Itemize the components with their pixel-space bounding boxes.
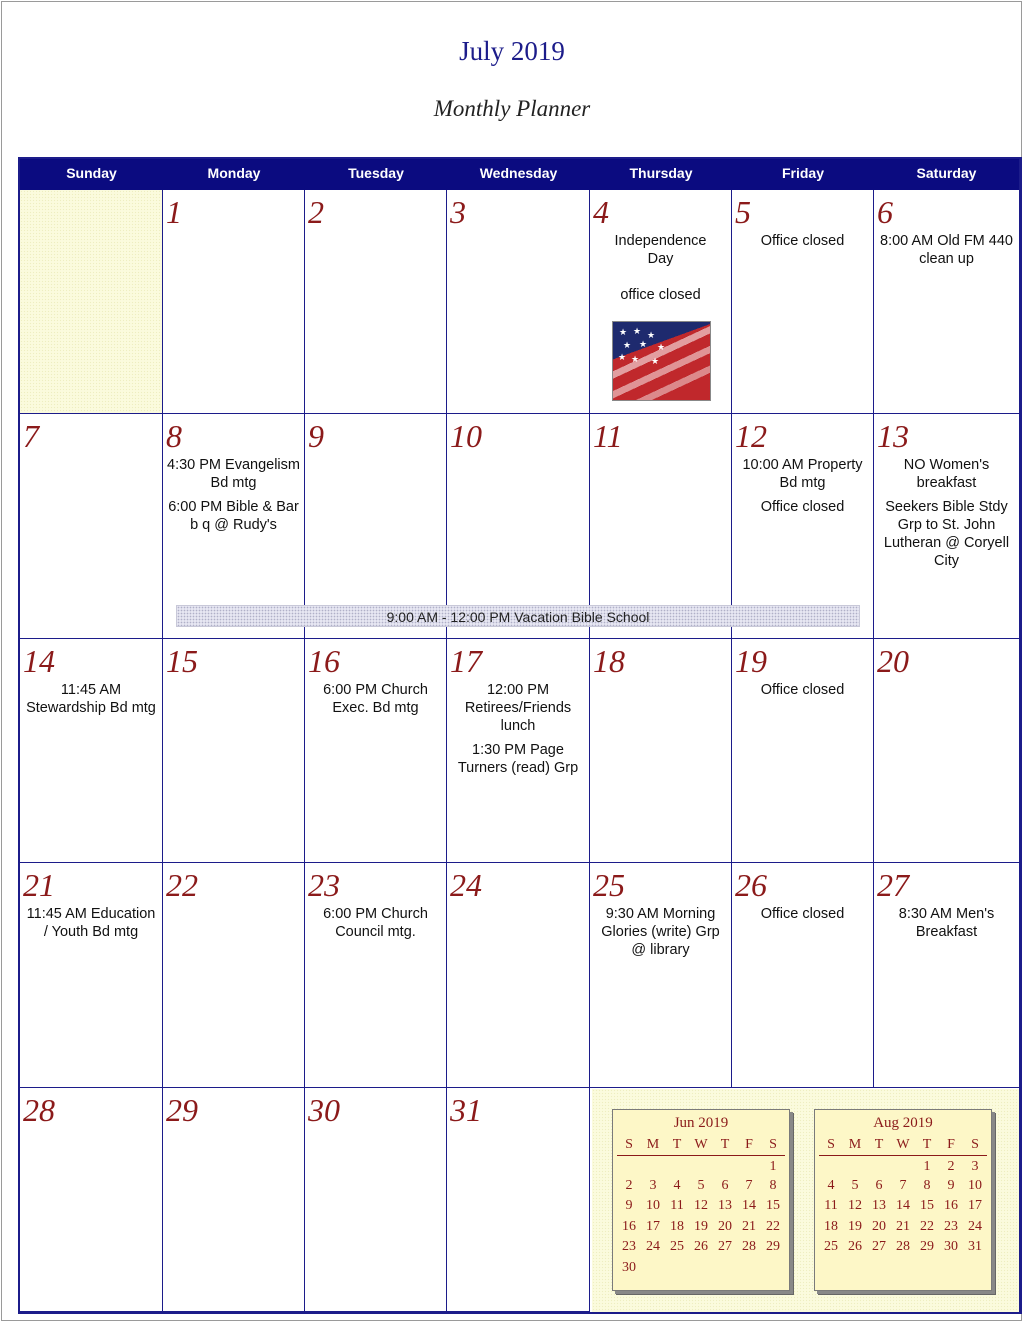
mini-day xyxy=(713,1155,737,1176)
day-cell-6[interactable] xyxy=(874,190,1019,414)
day-number: 9 xyxy=(308,418,324,454)
mini-day[interactable]: 5 xyxy=(851,1177,859,1193)
star-icon: ★ xyxy=(619,327,628,337)
american-flag-image xyxy=(612,321,711,401)
event-list xyxy=(736,456,869,522)
weekday-friday: Friday xyxy=(781,165,824,181)
mini-day[interactable]: 18 xyxy=(670,1218,684,1234)
day-cell-15[interactable] xyxy=(163,639,305,863)
day-cell-31[interactable] xyxy=(447,1088,590,1312)
mini-weekday-header: W xyxy=(891,1135,915,1155)
mini-day[interactable]: 27 xyxy=(718,1239,732,1255)
star-icon: ★ xyxy=(657,342,666,352)
day-number: 12 xyxy=(735,418,767,454)
mini-day[interactable]: 21 xyxy=(896,1218,910,1234)
mini-day[interactable]: 8 xyxy=(769,1177,777,1193)
mini-weekday-header: M xyxy=(641,1135,665,1155)
day-cell-1[interactable] xyxy=(163,190,305,414)
day-cell-19[interactable] xyxy=(732,639,874,863)
calendar-event[interactable]: 8:30 AM Men's Breakfast xyxy=(898,906,995,940)
day-cell-22[interactable] xyxy=(163,863,305,1088)
mini-calendars-area xyxy=(592,1089,1019,1312)
mini-calendar-title: Aug 2019 xyxy=(873,1115,933,1131)
mini-day[interactable]: 10 xyxy=(968,1177,982,1193)
calendar-grid xyxy=(18,157,1022,1314)
day-cell-16[interactable] xyxy=(305,639,447,863)
calendar-event[interactable]: 4:30 PM Evangelism Bd mtg xyxy=(167,457,300,491)
day-cell-4[interactable] xyxy=(590,190,732,414)
mini-day[interactable]: 30 xyxy=(944,1239,958,1255)
mini-day[interactable]: 14 xyxy=(742,1198,756,1214)
day-number: 11 xyxy=(593,418,623,454)
weekday-thursday: Thursday xyxy=(629,165,693,181)
mini-weekday-header: W xyxy=(689,1135,713,1155)
mini-weekday-header: S xyxy=(617,1135,641,1155)
mini-day[interactable]: 9 xyxy=(625,1198,633,1214)
mini-day xyxy=(737,1155,761,1176)
day-cell-3[interactable] xyxy=(447,190,590,414)
day-number: 6 xyxy=(877,194,893,230)
mini-day xyxy=(713,1258,737,1279)
mini-day[interactable]: 8 xyxy=(923,1177,931,1193)
mini-day[interactable]: 23 xyxy=(622,1239,636,1255)
star-icon: ★ xyxy=(651,356,660,366)
mini-calendar-jun-2019 xyxy=(612,1109,790,1291)
event-list xyxy=(451,681,585,783)
mini-weekday-header: F xyxy=(737,1135,761,1155)
star-icon: ★ xyxy=(647,330,656,340)
day-number: 1 xyxy=(166,194,182,230)
mini-weekday-header: T xyxy=(665,1135,689,1155)
weekday-wednesday: Wednesday xyxy=(479,165,558,181)
day-cell-5[interactable] xyxy=(732,190,874,414)
calendar-event[interactable]: office closed xyxy=(620,287,701,303)
day-cell-13[interactable] xyxy=(874,414,1019,639)
mini-day[interactable]: 15 xyxy=(766,1198,780,1214)
event-list xyxy=(878,456,1015,576)
mini-day[interactable]: 1 xyxy=(769,1158,777,1174)
vacation-bible-school-event[interactable]: 9:00 AM - 12:00 PM Vacation Bible School xyxy=(176,605,860,627)
mini-weekday-header: T xyxy=(713,1135,737,1155)
day-number: 18 xyxy=(593,643,625,679)
empty-day-cell[interactable] xyxy=(20,190,163,414)
mini-day xyxy=(819,1155,843,1176)
day-cell-18[interactable] xyxy=(590,639,732,863)
star-icon: ★ xyxy=(639,339,648,349)
mini-day[interactable]: 2 xyxy=(625,1177,633,1193)
mini-calendar-aug-2019 xyxy=(814,1109,992,1291)
calendar-event[interactable]: 9:30 AM Morning Glories (write) Grp @ library xyxy=(601,906,720,958)
day-cell-17[interactable] xyxy=(447,639,590,863)
calendar-event[interactable]: Office closed xyxy=(760,906,845,922)
mini-day xyxy=(737,1258,761,1279)
mini-day[interactable]: 4 xyxy=(673,1177,681,1193)
day-number: 21 xyxy=(23,867,55,903)
event-list xyxy=(594,232,727,310)
calendar-event[interactable]: NO Women's breakfast xyxy=(903,457,990,491)
mini-day xyxy=(665,1258,689,1279)
mini-day[interactable]: 4 xyxy=(827,1177,835,1193)
mini-day[interactable]: 16 xyxy=(944,1198,958,1214)
star-icon: ★ xyxy=(618,352,627,362)
calendar-event[interactable]: Office closed xyxy=(760,682,845,698)
weekday-saturday: Saturday xyxy=(916,165,977,181)
day-number: 30 xyxy=(308,1092,340,1128)
mini-day[interactable]: 1 xyxy=(923,1158,931,1174)
mini-day[interactable]: 3 xyxy=(649,1177,657,1193)
day-number: 29 xyxy=(166,1092,198,1128)
mini-day[interactable]: 16 xyxy=(622,1218,636,1234)
mini-day[interactable]: 21 xyxy=(742,1218,756,1234)
mini-day[interactable]: 28 xyxy=(896,1239,910,1255)
mini-day xyxy=(843,1155,867,1176)
day-number: 10 xyxy=(450,418,482,454)
mini-weekday-header: S xyxy=(819,1135,843,1155)
mini-weekday-header: S xyxy=(761,1135,785,1155)
mini-day[interactable]: 6 xyxy=(721,1177,729,1193)
mini-day xyxy=(641,1155,665,1176)
mini-day[interactable]: 10 xyxy=(646,1198,660,1214)
star-icon: ★ xyxy=(623,340,632,350)
mini-day[interactable]: 11 xyxy=(824,1198,838,1214)
mini-day[interactable]: 19 xyxy=(694,1218,708,1234)
calendar-subtitle: Monthly Planner xyxy=(433,96,591,121)
star-icon: ★ xyxy=(631,354,640,364)
day-number: 5 xyxy=(735,194,751,230)
day-number: 17 xyxy=(450,643,482,679)
mini-day[interactable]: 20 xyxy=(872,1218,886,1234)
mini-day[interactable]: 17 xyxy=(968,1198,982,1214)
mini-day[interactable]: 24 xyxy=(646,1239,660,1255)
day-number: 3 xyxy=(450,194,466,230)
mini-day[interactable]: 13 xyxy=(718,1198,732,1214)
day-number: 24 xyxy=(450,867,482,903)
weekday-sunday: Sunday xyxy=(66,165,117,181)
day-cell-27[interactable] xyxy=(874,863,1019,1088)
mini-day[interactable]: 13 xyxy=(872,1198,886,1214)
day-cell-26[interactable] xyxy=(732,863,874,1088)
mini-day[interactable]: 29 xyxy=(766,1239,780,1255)
calendar-event[interactable]: 11:45 AM Education / Youth Bd mtg xyxy=(26,906,156,940)
day-cell-21[interactable] xyxy=(20,863,163,1088)
mini-day[interactable]: 24 xyxy=(968,1218,982,1234)
mini-day[interactable]: 29 xyxy=(920,1239,934,1255)
day-cell-14[interactable] xyxy=(20,639,163,863)
mini-weekday-header: F xyxy=(939,1135,963,1155)
event-list xyxy=(309,681,442,723)
event-list xyxy=(24,905,158,947)
calendar-event[interactable]: 6:00 PM Bible & Bar b q @ Rudy's xyxy=(168,499,299,533)
mini-day[interactable]: 2 xyxy=(947,1158,955,1174)
weekday-header xyxy=(20,159,1019,190)
day-cell-20[interactable] xyxy=(874,639,1019,863)
calendar-event[interactable]: Seekers Bible Stdy Grp to St. John Lutheran @ Coryell City xyxy=(883,499,1010,569)
event-list xyxy=(878,232,1015,274)
mini-day[interactable]: 25 xyxy=(824,1239,838,1255)
mini-calendar-title: Jun 2019 xyxy=(673,1115,729,1131)
day-cell-29[interactable] xyxy=(163,1088,305,1312)
weekday-monday: Monday xyxy=(207,165,261,181)
calendar-event[interactable]: 6:00 PM Church Council mtg. xyxy=(323,906,428,940)
mini-day[interactable]: 17 xyxy=(646,1218,660,1234)
mini-day xyxy=(665,1155,689,1176)
mini-day[interactable]: 3 xyxy=(971,1158,979,1174)
mini-day[interactable]: 12 xyxy=(694,1198,708,1214)
mini-day[interactable]: 26 xyxy=(694,1239,708,1255)
mini-day[interactable]: 30 xyxy=(622,1259,636,1275)
mini-day[interactable]: 28 xyxy=(742,1239,756,1255)
mini-day xyxy=(689,1258,713,1279)
day-number: 7 xyxy=(23,418,39,454)
mini-day[interactable]: 12 xyxy=(848,1198,862,1214)
day-cell-23[interactable] xyxy=(305,863,447,1088)
day-number: 2 xyxy=(308,194,324,230)
calendar-event[interactable]: Office closed xyxy=(760,499,845,515)
day-cell-30[interactable] xyxy=(305,1088,447,1312)
day-number: 23 xyxy=(308,867,340,903)
day-number: 20 xyxy=(877,643,909,679)
mini-day[interactable]: 14 xyxy=(896,1198,910,1214)
mini-day[interactable]: 23 xyxy=(944,1218,958,1234)
day-number: 16 xyxy=(308,643,340,679)
day-number: 25 xyxy=(593,867,625,903)
calendar-title: July 2019 xyxy=(459,36,565,66)
day-number: 27 xyxy=(877,867,909,903)
day-number: 4 xyxy=(593,194,609,230)
mini-day[interactable]: 31 xyxy=(968,1239,982,1255)
mini-day[interactable]: 22 xyxy=(766,1218,780,1234)
mini-day xyxy=(641,1258,665,1279)
day-number: 22 xyxy=(166,867,198,903)
mini-calendar-table xyxy=(819,1135,987,1258)
mini-day xyxy=(867,1155,891,1176)
mini-day[interactable]: 5 xyxy=(697,1177,705,1193)
day-number: 19 xyxy=(735,643,767,679)
mini-day[interactable]: 20 xyxy=(718,1218,732,1234)
weekday-tuesday: Tuesday xyxy=(348,165,404,181)
day-number: 13 xyxy=(877,418,909,454)
calendar-event[interactable]: 6:00 PM Church Exec. Bd mtg xyxy=(323,682,428,716)
day-cell-24[interactable] xyxy=(447,863,590,1088)
mini-day[interactable]: 9 xyxy=(947,1177,955,1193)
calendar-event[interactable]: 12:00 PM Retirees/Friends lunch xyxy=(464,682,572,734)
day-cell-28[interactable] xyxy=(20,1088,163,1312)
day-cell-2[interactable] xyxy=(305,190,447,414)
day-cell-7[interactable] xyxy=(20,414,163,639)
mini-day xyxy=(689,1155,713,1176)
event-list xyxy=(309,905,442,947)
day-cell-25[interactable] xyxy=(590,863,732,1088)
event-list xyxy=(736,232,869,256)
mini-day xyxy=(761,1258,785,1279)
calendar-event[interactable]: Independence Day xyxy=(614,233,707,267)
mini-day[interactable]: 7 xyxy=(745,1177,753,1193)
day-number: 14 xyxy=(23,643,55,679)
day-number: 31 xyxy=(450,1092,482,1128)
event-list xyxy=(736,905,869,929)
calendar-event[interactable]: 1:30 PM Page Turners (read) Grp xyxy=(457,742,579,776)
mini-day[interactable]: 26 xyxy=(848,1239,862,1255)
mini-day[interactable]: 27 xyxy=(872,1239,886,1255)
mini-weekday-header: T xyxy=(915,1135,939,1155)
mini-day[interactable]: 11 xyxy=(670,1198,684,1214)
event-list xyxy=(167,456,300,540)
mini-weekday-header: S xyxy=(963,1135,987,1155)
mini-day[interactable]: 18 xyxy=(824,1218,838,1234)
event-list xyxy=(878,905,1015,947)
mini-day xyxy=(617,1155,641,1176)
mini-day[interactable]: 19 xyxy=(848,1218,862,1234)
calendar-event[interactable]: 8:00 AM Old FM 440 clean up xyxy=(880,233,1013,267)
mini-day[interactable]: 25 xyxy=(670,1239,684,1255)
calendar-event[interactable]: Office closed xyxy=(760,233,845,249)
day-number: 8 xyxy=(166,418,182,454)
day-number: 28 xyxy=(23,1092,55,1128)
event-list xyxy=(24,681,158,723)
event-list xyxy=(736,681,869,705)
mini-weekday-header: M xyxy=(843,1135,867,1155)
mini-day[interactable]: 22 xyxy=(920,1218,934,1234)
calendar-event[interactable]: 11:45 AM Stewardship Bd mtg xyxy=(26,682,156,716)
mini-calendar-table xyxy=(617,1135,785,1278)
mini-day[interactable]: 15 xyxy=(920,1198,934,1214)
mini-day[interactable]: 6 xyxy=(875,1177,883,1193)
mini-day xyxy=(891,1155,915,1176)
mini-day[interactable]: 7 xyxy=(899,1177,907,1193)
calendar-event[interactable]: 10:00 AM Property Bd mtg xyxy=(742,457,863,491)
day-number: 15 xyxy=(166,643,198,679)
day-number: 26 xyxy=(735,867,767,903)
star-icon: ★ xyxy=(633,326,642,336)
event-list xyxy=(594,905,727,965)
mini-weekday-header: T xyxy=(867,1135,891,1155)
